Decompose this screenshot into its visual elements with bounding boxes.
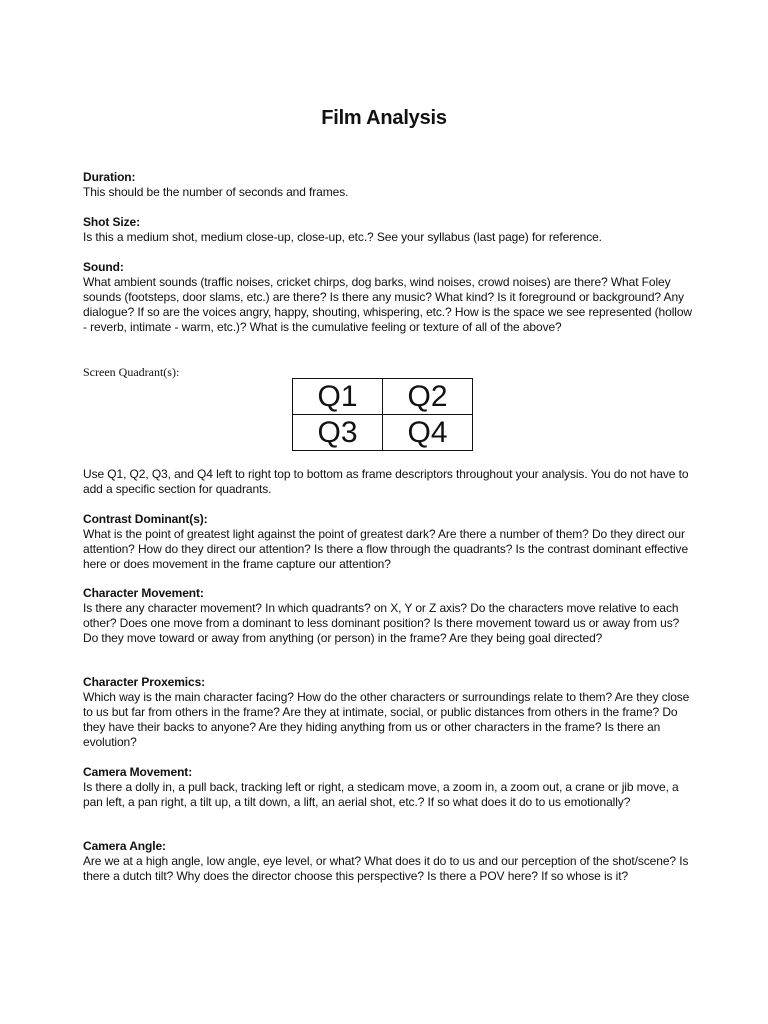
quadrant-cell-q3: Q3 — [293, 415, 383, 451]
quadrant-grid — [292, 378, 473, 451]
section-contrast-dominant — [83, 512, 693, 572]
section-heading: Camera Angle: — [83, 839, 166, 853]
section-body: Is there a dolly in, a pull back, tracking left or right, a stedicam move, a zoom in, a zoom out, a crane or jib move, a pan left, a pan right, a tilt up, a tilt down, a lift, an aerial shot, etc.? If so what does it do to us emotionally? — [83, 780, 679, 809]
section-shot-size — [83, 215, 693, 245]
section-body: Is there any character movement? In which quadrants? on X, Y or Z axis? Do the characters move relative to each other? Does one move from a dominant to less dominant position? Is there movement toward us or away from us? Do they move toward or away from anything (or person) in the frame? Are they being goal directed? — [83, 601, 680, 645]
quadrant-cell-q1: Q1 — [293, 379, 383, 415]
section-body: Are we at a high angle, low angle, eye level, or what? What does it do to us and our perception of the shot/scene? Is there a dutch tilt? Why does the director choose this perspective? Is there a POV here? If so whose is it? — [83, 854, 689, 883]
section-heading: Character Movement: — [83, 586, 204, 600]
quadrant-note: Use Q1, Q2, Q3, and Q4 left to right top to bottom as frame descriptors throughout your analysis. You do not have to add a specific section for quadrants. — [83, 467, 689, 496]
section-camera-angle — [83, 839, 693, 884]
section-character-movement — [83, 586, 693, 646]
section-duration — [83, 170, 693, 200]
section-body: This should be the number of seconds and frames. — [83, 185, 349, 199]
section-heading: Shot Size: — [83, 215, 141, 229]
quadrant-label: Screen Quadrant(s): — [83, 365, 180, 379]
section-body: Is this a medium shot, medium close-up, close-up, etc.? See your syllabus (last page) for reference. — [83, 230, 602, 244]
page-title: Film Analysis — [321, 107, 447, 129]
quadrant-cell-q2: Q2 — [383, 379, 473, 415]
section-body: What is the point of greatest light against the point of greatest dark? Are there a number of them? Do they direct our attention? How do they direct our attention? Is there a flow through the quadrants? Is the contrast dominant effective here or does movement in the frame capture our attention? — [83, 527, 689, 571]
section-heading: Character Proxemics: — [83, 675, 206, 689]
section-character-proxemics — [83, 675, 693, 750]
section-sound — [83, 260, 693, 335]
section-body: What ambient sounds (traffic noises, cricket chirps, dog barks, wind noises, crowd noises) are there? What Foley sounds (footsteps, door slams, etc.) are there? Is there any music? What kind? Is it foreground or background? Any dialogue? If so are the voices angry, happy, shouting, whispering, etc.? How is the space we see represented (hollow - reverb, intimate - warm, etc.)? What is the cumulative feeling or texture of all of the above? — [83, 275, 692, 334]
quadrant-cell-q4: Q4 — [383, 415, 473, 451]
section-heading: Camera Movement: — [83, 765, 193, 779]
section-heading: Contrast Dominant(s): — [83, 512, 208, 526]
section-heading: Sound: — [83, 260, 124, 274]
section-heading: Duration: — [83, 170, 136, 184]
section-body: Which way is the main character facing? How do the other characters or surroundings relate to them? Are they close to us but far from others in the frame? Are they at intimate, social, or public distances from others in the frame? Do they have their backs to anyone? Are they hiding anything from us or other characters in the frame? Is there an evolution? — [83, 690, 690, 749]
section-camera-movement — [83, 765, 693, 810]
